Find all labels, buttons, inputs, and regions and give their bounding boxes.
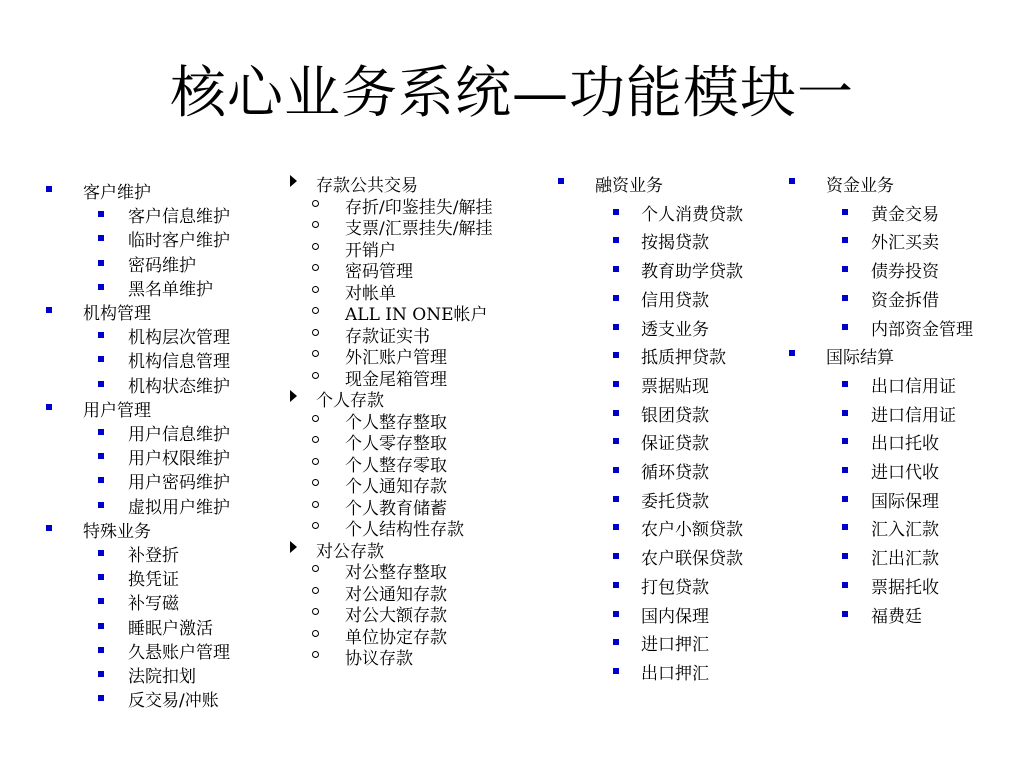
square-bullet-icon: [842, 582, 848, 588]
square-bullet-icon: [613, 295, 619, 301]
square-bullet-icon: [98, 284, 104, 290]
circle-bullet-icon: [312, 608, 319, 615]
outline-subitem-label: ALL IN ONE帐户: [345, 305, 488, 325]
square-bullet-icon: [842, 524, 848, 530]
outline-subitem-label: 对公整存整取: [345, 563, 447, 583]
outline-subitem-label: 久悬账户管理: [128, 642, 230, 663]
outline-subitem-label: 客户信息维护: [128, 207, 230, 228]
outline-subitem-label: 睡眠户激活: [128, 618, 213, 639]
outline-item-label: 特殊业务: [83, 521, 151, 542]
outline-subitem-label: 透支业务: [641, 319, 709, 340]
outline-subitem-label: 个人零存整取: [345, 434, 447, 454]
outline-subitem-label: 个人整存整取: [345, 412, 447, 433]
outline-subitem-label: 用户权限维护: [128, 449, 230, 470]
outline-subitem-label: 出口押汇: [641, 663, 709, 684]
outline-item-label: 个人存款: [316, 391, 384, 411]
outline-subitem-label: 临时客户维护: [128, 231, 230, 252]
square-bullet-icon: [842, 438, 848, 444]
outline-subitem-label: 机构信息管理: [128, 352, 230, 373]
outline-subitem-label: 黑名单维护: [128, 279, 213, 300]
outline-item-label: 国际结算: [826, 348, 894, 369]
outline-subitem-label: 委托贷款: [641, 491, 709, 512]
outline-subitem-label: 用户密码维护: [128, 473, 230, 494]
square-bullet-icon: [842, 209, 848, 215]
outline-subitem-label: 循环贷款: [641, 463, 709, 483]
circle-bullet-icon: [312, 243, 319, 250]
square-bullet-icon: [98, 429, 104, 435]
outline-subitem-label: 存折/印鉴挂失/解挂: [345, 197, 493, 218]
circle-bullet-icon: [312, 221, 319, 228]
outline-subitem-label: 个人整存零取: [345, 455, 447, 476]
square-bullet-icon: [842, 295, 848, 301]
circle-bullet-icon: [312, 587, 319, 594]
square-bullet-icon: [98, 356, 104, 362]
outline-item-label: 用户管理: [83, 400, 151, 421]
circle-bullet-icon: [312, 651, 319, 658]
square-bullet-icon: [613, 438, 619, 444]
circle-bullet-icon: [312, 329, 319, 336]
outline-subitem-label: 国内保理: [641, 606, 709, 627]
square-bullet-icon: [98, 550, 104, 556]
square-bullet-icon: [613, 582, 619, 588]
outline-subitem-label: 进口代收: [871, 463, 939, 483]
circle-bullet-icon: [312, 479, 319, 486]
outline-subitem-label: 银团贷款: [641, 405, 709, 426]
square-bullet-icon: [98, 453, 104, 459]
square-bullet-icon: [558, 178, 564, 184]
outline-subitem-label: 换凭证: [128, 570, 179, 591]
square-bullet-icon: [842, 611, 848, 617]
outline-subitem-label: 票据贴现: [641, 376, 709, 397]
square-bullet-icon: [842, 496, 848, 502]
outline-subitem-label: 进口信用证: [871, 405, 956, 426]
outline-subitem-label: 出口信用证: [871, 376, 956, 397]
outline-subitem-label: 出口托收: [871, 434, 939, 455]
circle-bullet-icon: [312, 522, 319, 529]
outline-subitem-label: 机构状态维护: [128, 376, 230, 397]
circle-bullet-icon: [312, 565, 319, 572]
outline-subitem-label: 黄金交易: [871, 204, 939, 225]
outline-subitem-label: 保证贷款: [641, 434, 709, 455]
square-bullet-icon: [98, 381, 104, 387]
square-bullet-icon: [98, 332, 104, 338]
circle-bullet-icon: [312, 501, 319, 508]
outline-subitem-label: 支票/汇票挂失/解挂: [345, 219, 493, 239]
outline-subitem-label: 存款证实书: [345, 326, 430, 347]
square-bullet-icon: [98, 260, 104, 266]
square-bullet-icon: [842, 324, 848, 330]
outline-subitem-label: 信用贷款: [641, 290, 709, 311]
square-bullet-icon: [842, 467, 848, 473]
outline-item-label: 资金业务: [826, 176, 894, 196]
square-bullet-icon: [98, 695, 104, 701]
outline-subitem-label: 对公通知存款: [345, 584, 447, 605]
outline-subitem-label: 农户小额贷款: [641, 520, 743, 541]
square-bullet-icon: [98, 477, 104, 483]
outline-subitem-label: 机构层次管理: [128, 328, 230, 349]
outline-subitem-label: 资金拆借: [871, 290, 939, 311]
outline-subitem-label: 抵质押贷款: [641, 348, 726, 369]
square-bullet-icon: [842, 381, 848, 387]
outline-subitem-label: 协议存款: [345, 649, 413, 669]
outline-item-label: 客户维护: [83, 183, 151, 203]
triangle-bullet-icon: [290, 541, 297, 553]
triangle-bullet-icon: [290, 175, 297, 187]
circle-bullet-icon: [312, 436, 319, 443]
outline-subitem-label: 打包贷款: [641, 577, 709, 598]
square-bullet-icon: [98, 671, 104, 677]
circle-bullet-icon: [312, 458, 319, 465]
outline-subitem-label: 用户信息维护: [128, 425, 230, 445]
circle-bullet-icon: [312, 200, 319, 207]
outline-subitem-label: 对帐单: [345, 283, 396, 304]
outline-subitem-label: 进口押汇: [641, 635, 709, 656]
outline-subitem-label: 个人通知存款: [345, 477, 447, 497]
square-bullet-icon: [46, 307, 52, 313]
outline-item-label: 对公存款: [316, 541, 384, 562]
triangle-bullet-icon: [290, 390, 297, 402]
outline-subitem-label: 票据托收: [871, 577, 939, 598]
square-bullet-icon: [613, 496, 619, 502]
square-bullet-icon: [613, 237, 619, 243]
outline-subitem-label: 单位协定存款: [345, 627, 447, 648]
outline-subitem-label: 密码维护: [128, 255, 196, 276]
outline-subitem-label: 福费廷: [871, 606, 922, 627]
outline-subitem-label: 债券投资: [871, 262, 939, 283]
square-bullet-icon: [842, 266, 848, 272]
square-bullet-icon: [842, 553, 848, 559]
outline-subitem-label: 外汇买卖: [871, 233, 939, 254]
square-bullet-icon: [613, 553, 619, 559]
outline-subitem-label: 农户联保贷款: [641, 549, 743, 570]
square-bullet-icon: [98, 235, 104, 241]
outline-subitem-label: 对公大额存款: [345, 606, 447, 626]
square-bullet-icon: [613, 209, 619, 215]
circle-bullet-icon: [312, 286, 319, 293]
square-bullet-icon: [613, 352, 619, 358]
outline-subitem-label: 内部资金管理: [871, 319, 973, 340]
outline-subitem-label: 反交易/冲账: [128, 691, 219, 712]
square-bullet-icon: [613, 266, 619, 272]
outline-subitem-label: 补登折: [128, 546, 179, 566]
square-bullet-icon: [98, 647, 104, 653]
square-bullet-icon: [613, 381, 619, 387]
square-bullet-icon: [98, 574, 104, 580]
square-bullet-icon: [613, 668, 619, 674]
square-bullet-icon: [98, 623, 104, 629]
square-bullet-icon: [613, 467, 619, 473]
square-bullet-icon: [613, 324, 619, 330]
outline-subitem-label: 法院扣划: [128, 667, 196, 687]
circle-bullet-icon: [312, 372, 319, 379]
outline-subitem-label: 补写磁: [128, 594, 179, 615]
square-bullet-icon: [789, 178, 795, 184]
outline-subitem-label: 开销户: [345, 240, 396, 261]
circle-bullet-icon: [312, 264, 319, 271]
outline-subitem-label: 汇入汇款: [871, 520, 939, 541]
circle-bullet-icon: [312, 630, 319, 637]
outline-subitem-label: 国际保理: [871, 491, 939, 512]
square-bullet-icon: [98, 211, 104, 217]
outline-item-label: 存款公共交易: [316, 176, 418, 196]
square-bullet-icon: [98, 598, 104, 604]
circle-bullet-icon: [312, 350, 319, 357]
outline-subitem-label: 教育助学贷款: [641, 262, 743, 283]
outline-subitem-label: 现金尾箱管理: [345, 369, 447, 390]
outline-subitem-label: 密码管理: [345, 262, 413, 282]
outline-subitem-label: 个人教育储蓄: [345, 498, 447, 519]
square-bullet-icon: [613, 524, 619, 530]
square-bullet-icon: [613, 410, 619, 416]
square-bullet-icon: [842, 410, 848, 416]
square-bullet-icon: [842, 237, 848, 243]
square-bullet-icon: [46, 525, 52, 531]
square-bullet-icon: [789, 350, 795, 356]
circle-bullet-icon: [312, 415, 319, 422]
circle-bullet-icon: [312, 307, 319, 314]
square-bullet-icon: [613, 639, 619, 645]
slide-title: 核心业务系统—功能模块一: [170, 61, 854, 126]
outline-subitem-label: 个人结构性存款: [345, 520, 464, 540]
square-bullet-icon: [46, 186, 52, 192]
outline-item-label: 机构管理: [83, 304, 151, 324]
outline-item-label: 融资业务: [595, 176, 663, 196]
square-bullet-icon: [98, 502, 104, 508]
outline-subitem-label: 汇出汇款: [871, 549, 939, 570]
outline-subitem-label: 按揭贷款: [641, 233, 709, 254]
outline-subitem-label: 个人消费贷款: [641, 204, 743, 225]
outline-subitem-label: 虚拟用户维护: [128, 497, 230, 518]
square-bullet-icon: [613, 611, 619, 617]
outline-subitem-label: 外汇账户管理: [345, 348, 447, 368]
square-bullet-icon: [46, 404, 52, 410]
